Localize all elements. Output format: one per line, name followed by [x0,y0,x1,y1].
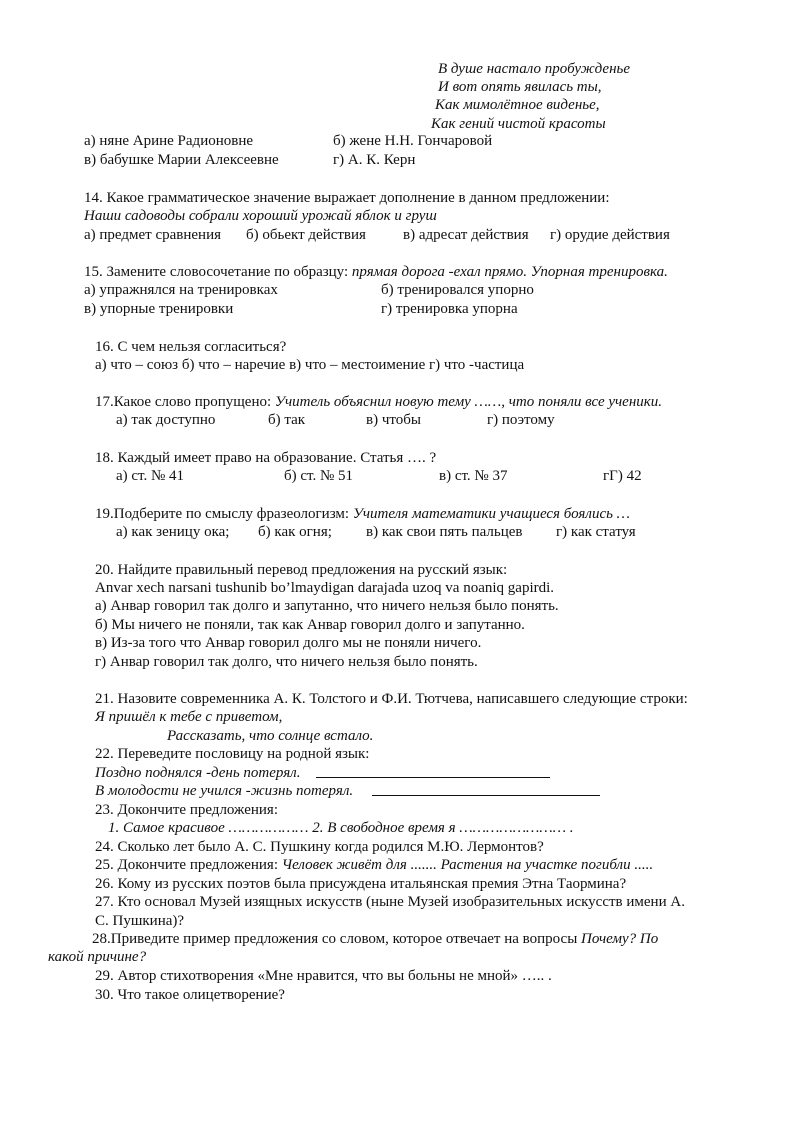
q30-question: 30. Что такое олицетворение? [95,987,285,1003]
q14-option-c: в) адресат действия [403,227,529,243]
q15-question [84,263,668,281]
q20-option-b: б) Мы ничего не поняли, так как Анвар говорил долго и запутанно. [95,617,525,633]
q13-option-c: в) бабушке Марии Алексеевне [84,152,279,168]
q14-question: 14. Какое грамматическое значение выражает дополнение в данном предложении: [84,190,610,206]
q17-question [95,393,662,411]
q18-question: 18. Каждый имеет право на образование. Статья …. ? [95,450,437,466]
q19-option-a: а) как зеницу ока; [116,524,230,540]
q20-source-sentence: Anvar xech narsani tushunib bo’lmaydigan darajada uzoq va noaniq gapirdi. [95,580,555,596]
q21-question: 21. Назовите современника А. К. Толстого и Ф.И. Тютчева, написавшего следующие строки: [95,691,688,707]
q14-option-a: а) предмет сравнения [84,227,222,243]
q22-question: 22. Переведите пословицу на родной язык: [95,746,370,762]
q19-option-c: в) как свои пять пальцев [366,524,523,540]
q17-option-b: б) так [268,412,306,428]
q13-option-d: г) А. К. Керн [333,152,416,168]
q25-question-text: 25. Докончите предложения: [95,857,282,873]
q26-question: 26. Кому из русских поэтов была присуждена итальянская премия Этна Таормина? [95,876,627,892]
q17-option-a: а) так доступно [116,412,216,428]
q20-question: 20. Найдите правильный перевод предложения на русский язык: [95,562,508,578]
q29-question: 29. Автор стихотворения «Мне нравится, что вы больны не мной» ….. . [95,968,552,984]
q15-question-text: 15. Замените словосочетание по образцу: [84,264,352,280]
q13-option-a: а) няне Арине Радионовне [84,133,254,149]
q23-items: 1. Самое красивое ……………… 2. В свободное время я …………………… . [108,820,574,836]
q19-question [95,505,630,523]
q13-option-b: б) жене Н.Н. Гончаровой [333,133,493,149]
q21-poem-line-1: Я пришёл к тебе с приветом, [95,709,283,725]
q17-option-d: г) поэтому [487,412,555,428]
q23-question: 23. Докончите предложения: [95,802,278,818]
q14-option-b: б) обьект действия [246,227,366,243]
q27-question-line-1: 27. Кто основал Музей изящных искусств (ныне Музей изобразительных искусств имени А. [95,894,685,910]
q28-question-word-2: какой причине? [48,949,147,965]
q15-option-c: в) упорные тренировки [84,301,234,317]
q20-option-c: в) Из-за того что Анвар говорил долго мы не поняли ничего. [95,635,482,651]
q28-question [92,930,658,948]
q18-option-d: гГ) 42 [603,468,642,484]
q15-example: прямая дорога -ехал прямо. Упорная тренировка. [351,264,668,280]
q15-option-d: г) тренировка упорна [381,301,518,317]
q20-option-a: а) Анвар говорил так долго и запутанно, что ничего нельзя было понять. [95,598,559,614]
poem-line-2: И вот опять явилась ты, [438,79,602,95]
q17-sentence: Учитель объяснил новую тему ……, что поняли все ученики. [274,394,663,410]
q22-answer-line-2[interactable] [372,795,600,796]
q19-option-d: г) как статуя [556,524,636,540]
q28-question-word-1: Почему? По [581,931,659,947]
poem-line-1: В душе настало пробужденье [438,61,631,77]
poem-line-3: Как мимолётное виденье, [435,97,600,113]
q15-option-b: б) тренировался упорно [381,282,534,298]
q14-option-d: г) орудие действия [550,227,670,243]
q18-option-a: а) ст. № 41 [116,468,185,484]
q14-sentence: Наши садоводы собрали хороший урожай яблок и груш [84,208,437,224]
q17-question-text: 17.Какое слово пропущено: [95,394,275,410]
q20-option-d: г) Анвар говорил так долго, что ничего нельзя было понять. [95,654,478,670]
q15-option-a: а) упражнялся на тренировках [84,282,278,298]
q18-option-c: в) ст. № 37 [439,468,508,484]
q16-options: а) что – союз б) что – наречие в) что – местоимение г) что -частица [95,357,525,373]
q27-question-line-2: С. Пушкина)? [95,913,185,929]
q19-sentence: Учителя математики учащиеся боялись … [352,506,631,522]
q28-question-text: 28.Приведите пример предложения со словом, которое отвечает на вопросы [92,931,582,947]
q22-proverb-1: Поздно поднялся -день потерял. [95,765,301,781]
q22-answer-line-1[interactable] [316,777,550,778]
q17-option-c: в) чтобы [366,412,421,428]
q22-proverb-2: В молодости не учился -жизнь потерял. [95,783,354,799]
q25-items: Человек живёт для ....... Растения на участке погибли ..... [281,857,654,873]
poem-line-4: Как гений чистой красоты [431,116,606,132]
q16-question: 16. С чем нельзя согласиться? [95,339,287,355]
q25-question [95,856,653,874]
q21-poem-line-2: Рассказать, что солнце встало. [167,728,374,744]
q24-question: 24. Сколько лет было А. С. Пушкину когда родился М.Ю. Лермонтов? [95,839,544,855]
q18-option-b: б) ст. № 51 [284,468,354,484]
q19-option-b: б) как огня; [258,524,332,540]
q19-question-text: 19.Подберите по смыслу фразеологизм: [95,506,353,522]
